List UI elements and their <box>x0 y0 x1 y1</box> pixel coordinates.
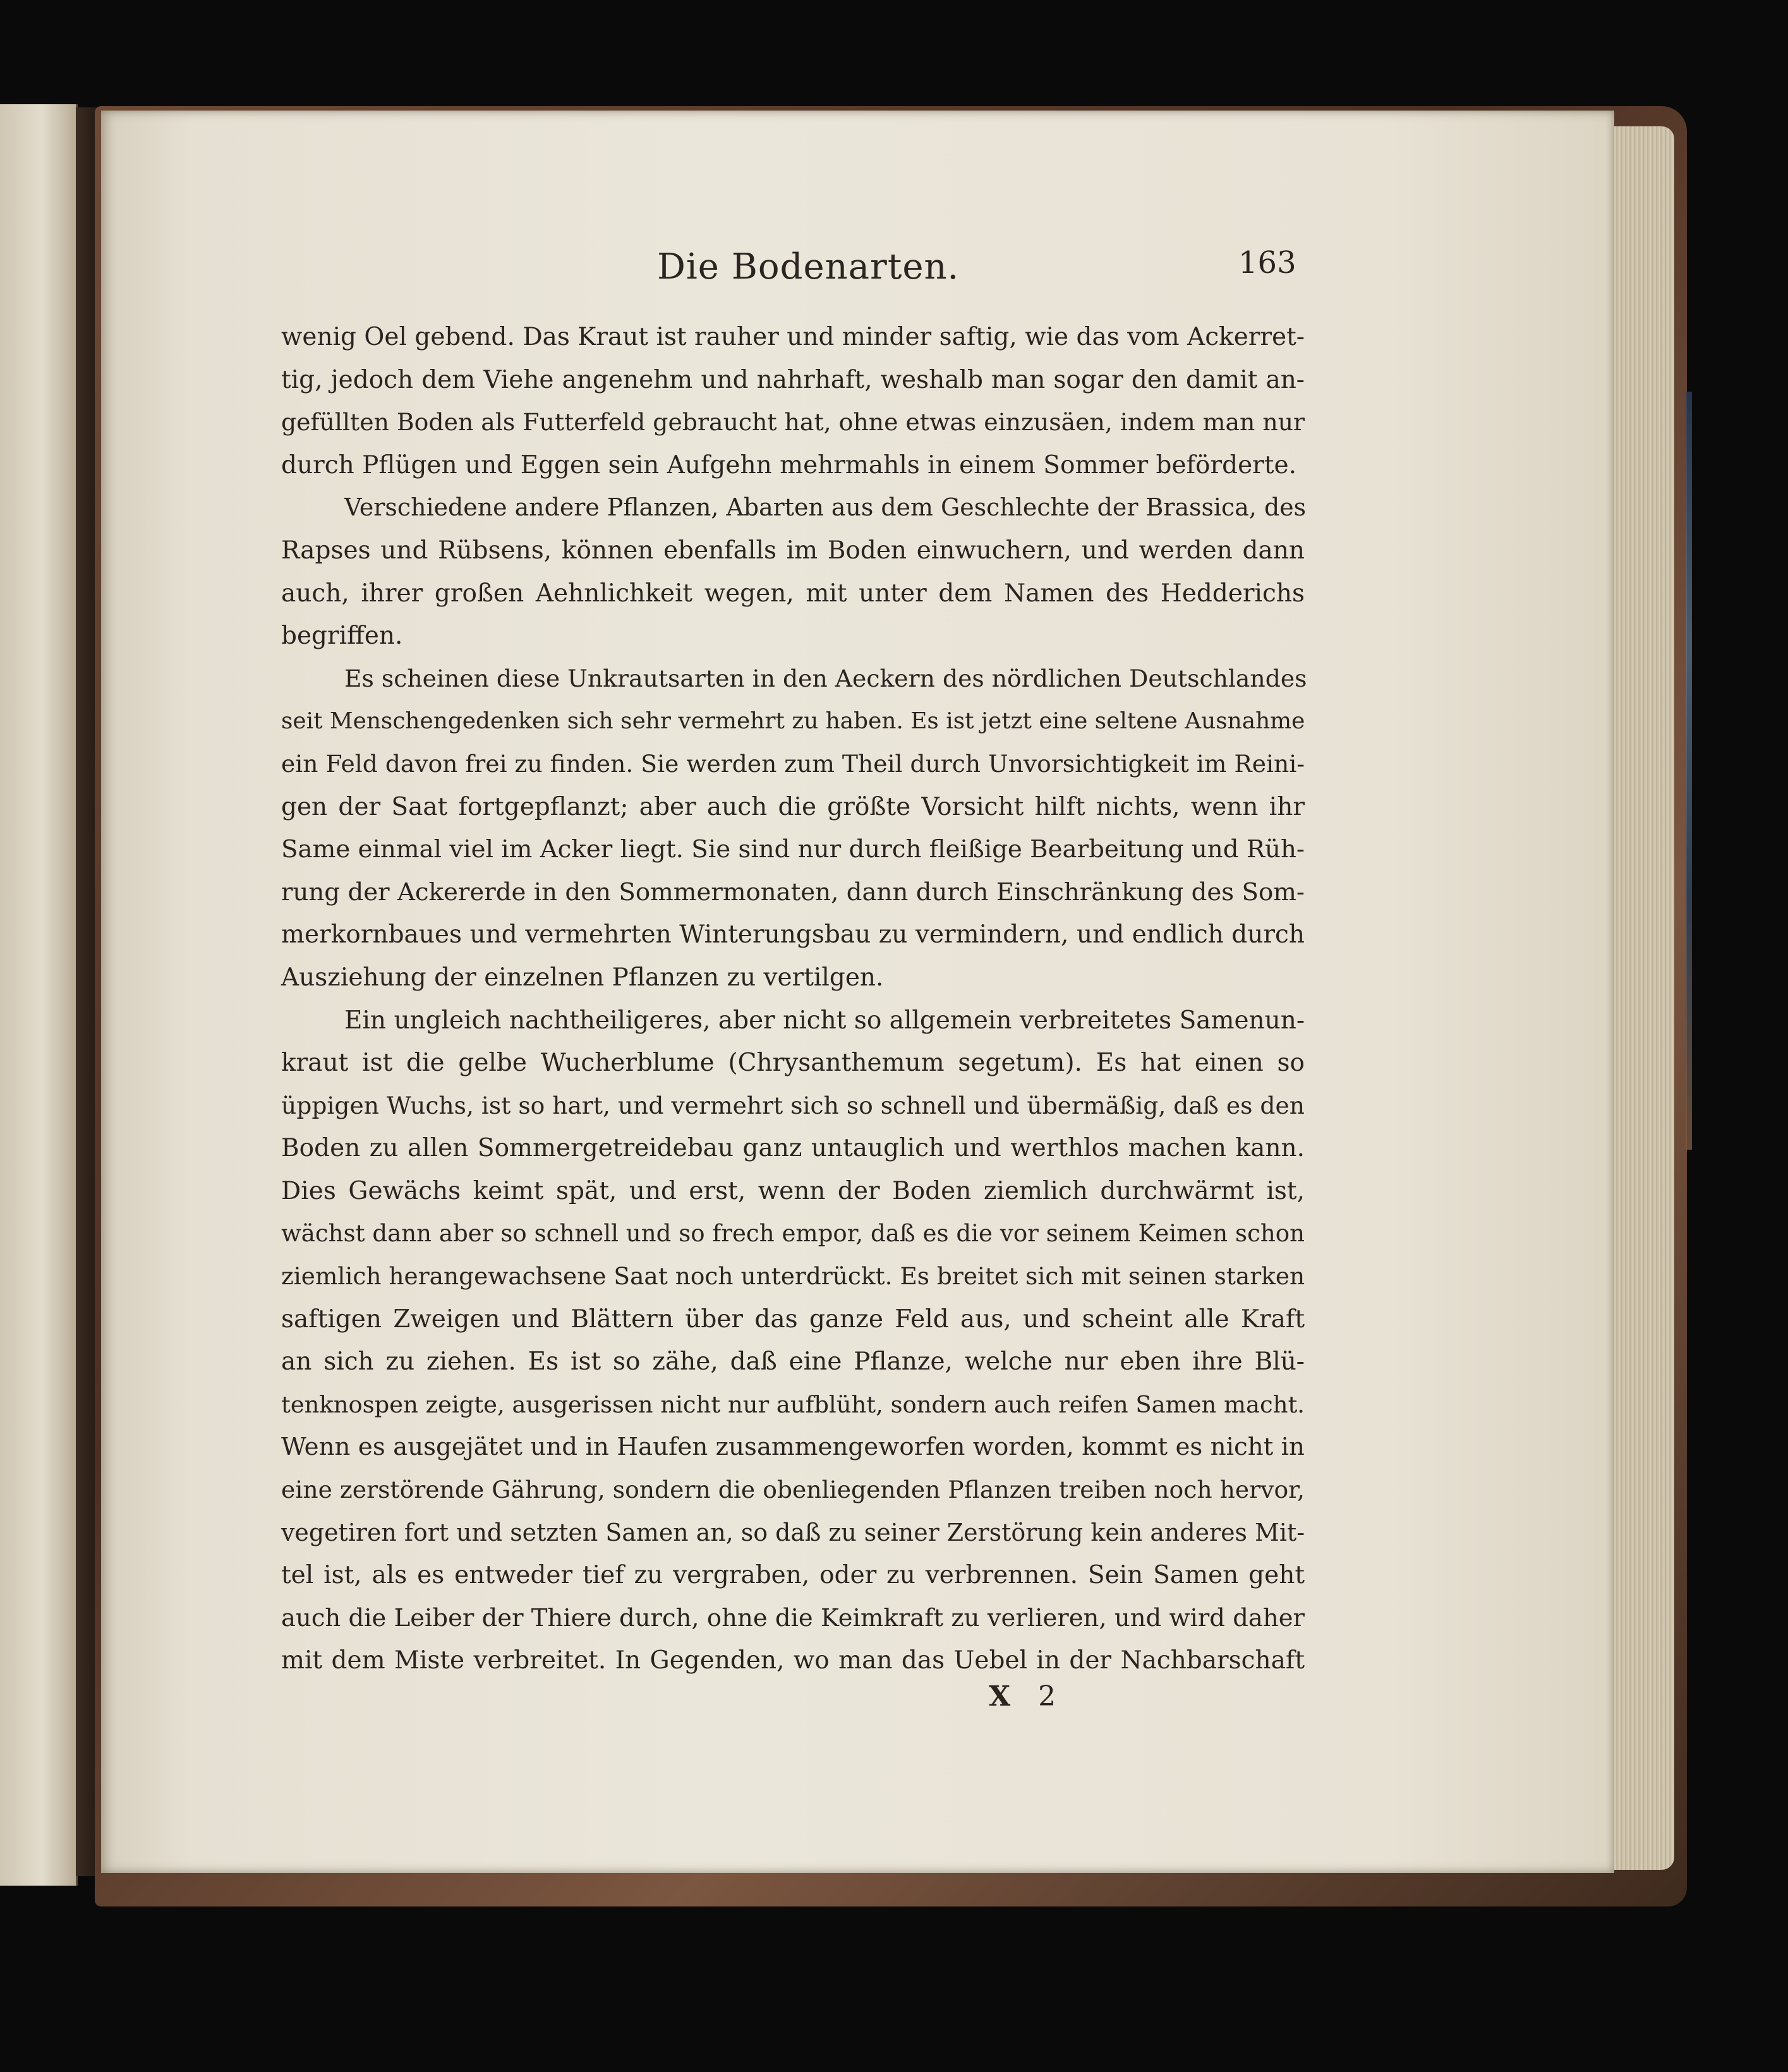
text-line: Wenn es ausgejätet und in Haufen zusammengeworfen worden, kommt es nicht in <box>281 1433 1305 1462</box>
text-line: Rapses und Rübsens, können ebenfalls im Boden einwuchern, und werden dann <box>281 536 1305 565</box>
text-line: begriffen. <box>281 622 403 651</box>
page-number: 163 <box>1238 245 1296 280</box>
text-line: tig, jedoch dem Viehe angenehm und nahrhaft, weshalb man sogar den damit an- <box>281 365 1305 394</box>
text-line: ziemlich herangewachsene Saat noch unterdrückt. Es breitet sich mit seinen starken <box>281 1262 1305 1291</box>
printer-signature <box>989 1680 1056 1713</box>
page-fore-edge <box>1605 126 1674 1870</box>
text-line: Ein ungleich nachtheiligeres, aber nicht so allgemein verbreitetes Samenun- <box>344 1006 1305 1035</box>
text-line: Ausziehung der einzelnen Pflanzen zu vertilgen. <box>281 963 884 992</box>
text-line: mit dem Miste verbreitet. In Gegenden, wo man das Uebel in der Nachbarschaft <box>281 1646 1305 1675</box>
text-line: eine zerstörende Gährung, sondern die obenliegenden Pflanzen treiben noch hervor, <box>281 1476 1305 1504</box>
text-line: tel ist, als es entweder tief zu vergraben, oder zu verbrennen. Sein Samen geht <box>281 1561 1305 1590</box>
text-line: auch die Leiber der Thiere durch, ohne die Keimkraft zu verlieren, und wird daher <box>281 1603 1305 1632</box>
text-line: vegetiren fort und setzten Samen an, so daß zu seiner Zerstörung kein anderes Mit- <box>281 1518 1305 1546</box>
running-title: Die Bodenarten. <box>657 246 960 287</box>
signature-number: 2 <box>1038 1680 1056 1713</box>
text-line: merkornbaues und vermehrten Winterungsbau zu vermindern, und endlich durch <box>281 920 1305 949</box>
signature-letter: X <box>989 1680 1011 1713</box>
text-line: rung der Ackererde in den Sommermonaten, dann durch Einschränkung des Som- <box>281 877 1305 906</box>
text-line: kraut ist die gelbe Wucherblume (Chrysanthemum segetum). Es hat einen so <box>281 1049 1305 1078</box>
text-line: ein Feld davon frei zu finden. Sie werden zum Theil durch Unvorsichtigkeit im Reini- <box>281 749 1305 778</box>
text-line: wenig Oel gebend. Das Kraut ist rauher und minder saftig, wie das vom Ackerret- <box>281 323 1305 351</box>
text-line: gen der Saat fortgepflanzt; aber auch die größte Vorsicht hilft nichts, wenn ihr <box>281 792 1305 821</box>
text-line: Same einmal viel im Acker liegt. Sie sind nur durch fleißige Bearbeitung und Rüh- <box>281 835 1305 864</box>
text-line: wächst dann aber so schnell und so frech empor, daß es die vor seinem Keimen schon <box>281 1220 1305 1248</box>
facing-page-edge <box>0 104 78 1886</box>
body-text <box>281 316 1305 1682</box>
text-line: Boden zu allen Sommergetreidebau ganz untauglich und werthlos machen kann. <box>281 1134 1305 1163</box>
text-line: üppigen Wuchs, ist so hart, und vermehrt sich so schnell und übermäßig, daß es den <box>281 1091 1305 1119</box>
text-line: gefüllten Boden als Futterfeld gebraucht hat, ohne etwas einzusäen, indem man nur <box>281 408 1305 437</box>
text-line: saftigen Zweigen und Blättern über das ganze Feld aus, und scheint alle Kraft <box>281 1304 1305 1334</box>
text-line: an sich zu ziehen. Es ist so zähe, daß eine Pflanze, welche nur eben ihre Blü- <box>281 1347 1305 1376</box>
text-line: Es scheinen diese Unkrautsarten in den Aeckern des nördlichen Deutschlandes <box>344 664 1307 692</box>
text-line: tenknospen zeigte, ausgerissen nicht nur aufblüht, sondern auch reifen Samen macht. <box>281 1390 1305 1418</box>
cover-edge-decoration <box>1686 392 1692 1150</box>
text-line: auch, ihrer großen Aehnlichkeit wegen, mit unter dem Namen des Hedderichs <box>281 579 1305 608</box>
text-line: Dies Gewächs keimt spät, und erst, wenn der Boden ziemlich durchwärmt ist, <box>281 1176 1305 1205</box>
text-line: durch Pflügen und Eggen sein Aufgehn mehrmahls in einem Sommer beförderte. <box>281 450 1296 479</box>
text-line: seit Menschengedenken sich sehr vermehrt zu haben. Es ist jetzt eine seltene Ausnahme <box>281 708 1305 735</box>
text-line: Verschiedene andere Pflanzen, Abarten aus dem Geschlechte der Brassica, des <box>344 493 1307 522</box>
